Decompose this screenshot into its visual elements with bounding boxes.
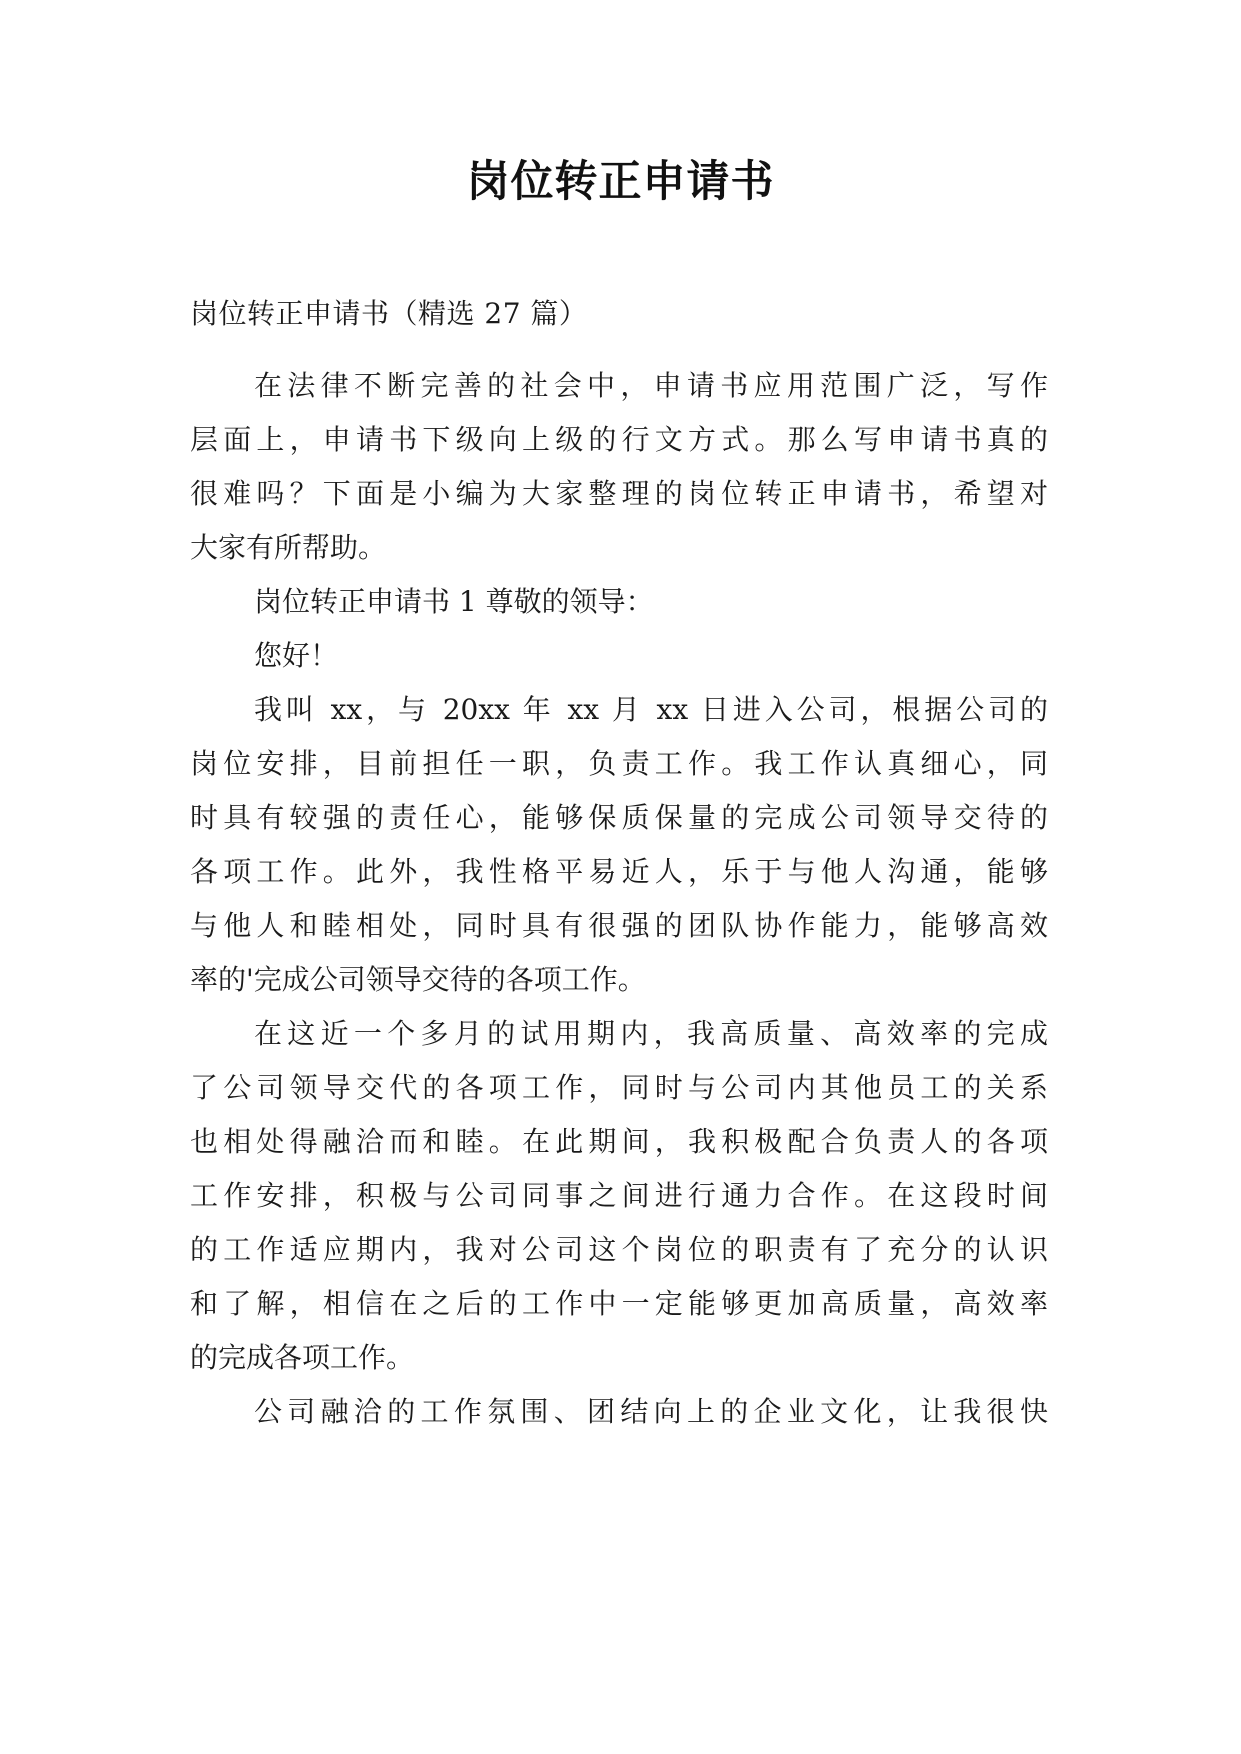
body-line: 岗位安排，目前担任一职，负责工作。我工作认真细心，同 [190,747,1048,780]
body-line: 岗位转正申请书 1 尊敬的领导： [254,585,654,618]
body-line: 也相处得融洽而和睦。在此期间，我积极配合负责人的各项 [190,1125,1048,1158]
document-subtitle: 岗位转正申请书（精选 27 篇） [190,297,588,330]
body-line: 您好！ [254,639,339,672]
body-line: 很难吗？下面是小编为大家整理的岗位转正申请书，希望对 [190,477,1048,510]
body-line: 时具有较强的责任心，能够保质保量的完成公司领导交待的 [190,801,1048,834]
body-line: 各项工作。此外，我性格平易近人，乐于与他人沟通，能够 [190,855,1048,888]
body-line: 工作安排，积极与公司同事之间进行通力合作。在这段时间 [190,1179,1048,1212]
body-line: 在这近一个多月的试用期内，我高质量、高效率的完成 [254,1017,1048,1050]
body-line: 大家有所帮助。 [190,531,387,564]
body-line: 的工作适应期内，我对公司这个岗位的职责有了充分的认识 [190,1233,1048,1266]
body-line: 在法律不断完善的社会中，申请书应用范围广泛，写作 [254,369,1048,402]
document-title: 岗位转正申请书 [466,157,775,207]
body-line: 我叫 xx，与 20xx 年 xx 月 xx 日进入公司，根据公司的 [254,693,1048,726]
body-line: 公司融洽的工作氛围、团结向上的企业文化，让我很快 [254,1395,1048,1428]
body-line: 了公司领导交代的各项工作，同时与公司内其他员工的关系 [190,1071,1048,1104]
body-line: 率的'完成公司领导交待的各项工作。 [190,963,646,996]
body-line: 层面上，申请书下级向上级的行文方式。那么写申请书真的 [190,423,1048,456]
body-line: 和了解，相信在之后的工作中一定能够更加高质量，高效率 [190,1287,1048,1320]
body-line: 的完成各项工作。 [190,1341,415,1374]
body-line: 与他人和睦相处，同时具有很强的团队协作能力，能够高效 [190,909,1048,942]
